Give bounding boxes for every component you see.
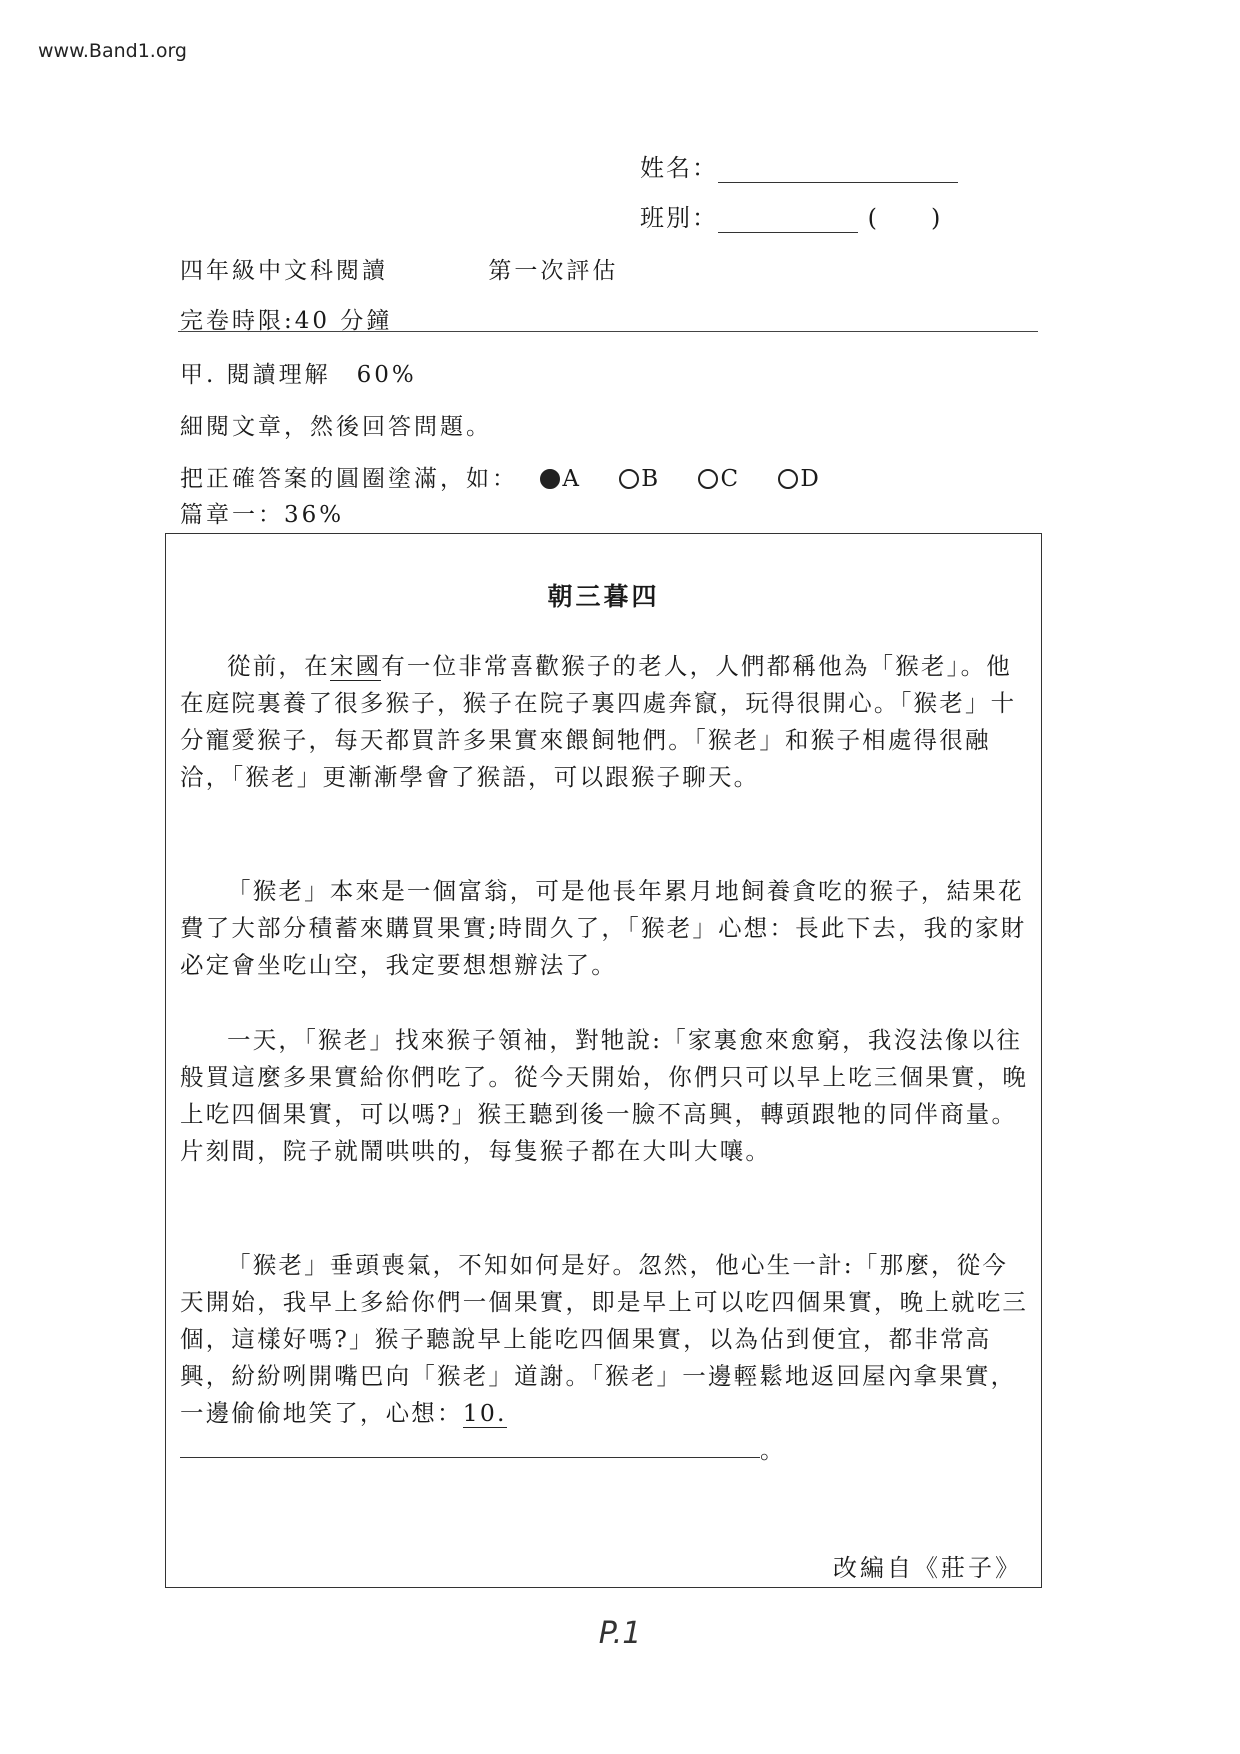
header-divider bbox=[178, 331, 1038, 332]
example-option-d: D bbox=[778, 466, 818, 492]
name-label: 姓名： bbox=[640, 154, 718, 182]
time-limit: 完卷時限:40 分鐘 bbox=[180, 308, 393, 334]
answer-instruction-text: 把正確答案的圓圈塗滿，如： bbox=[180, 466, 518, 492]
thought-label: 心想： bbox=[385, 1399, 463, 1427]
place-name: 宋國 bbox=[329, 652, 382, 680]
paragraph-1: 從前，在宋國有一位非常喜歡猴子的老人，人們都稱他為「猴老」。他在庭院裏養了很多猴子，猴子在院子裏四處奔竄，玩得很開心。「猴老」十分寵愛猴子，每天都買許多果實來餵飼牠們。「猴老」和猴子相處得很融洽，「猴老」更漸漸學會了猴語，可以跟猴子聊天。 bbox=[180, 652, 1017, 791]
class-blank-line bbox=[718, 206, 858, 233]
story-title: 朝三暮四 bbox=[547, 582, 660, 611]
example-option-a: A bbox=[540, 466, 579, 492]
empty-circle-icon bbox=[778, 469, 798, 489]
class-number-paren: ( ) bbox=[867, 204, 943, 232]
empty-circle-icon bbox=[619, 469, 639, 489]
paragraph-3: 一天，「猴老」找來猴子領袖，對牠說:「家裏愈來愈窮，我沒法像以往般買這麼多果實給你們吃了。從今天開始，你們只可以早上吃三個果實，晚上吃四個果實，可以嗎?」猴王聽到後一臉不高興，轉頭跟牠的同伴商量。片刻間，院子就鬧哄哄的，每隻猴子都在大叫大嚷。 bbox=[180, 1026, 1029, 1165]
website-url: www.Band1.org bbox=[38, 40, 187, 62]
source-attribution: 改編自《莊子》 bbox=[833, 1554, 1022, 1582]
exam-heading bbox=[180, 252, 618, 285]
example-option-b: B bbox=[619, 466, 658, 492]
paragraph-4: 「猴老」垂頭喪氣，不知如何是好。忽然，他心生一計:「那麼，從今天開始，我早上多給你們一個果實，即是早上可以吃四個果實，晚上就吃三個，這樣好嗎?」猴子聽說早上能吃四個果實，以為佔到便宜，都非常高興，紛紛咧開嘴巴向「猴老」道謝。「猴老」一邊輕鬆地返回屋內拿果實，一邊偷偷地笑了，心想：10.。 bbox=[180, 1251, 1029, 1464]
paragraph-2: 「猴老」本來是一個富翁，可是他長年累月地飼養貪吃的猴子，結果花費了大部分積蓄來購買果實;時間久了，「猴老」心想：長此下去，我的家財必定會坐吃山空，我定要想想辦法了。 bbox=[180, 877, 1027, 979]
page-number: P.1 bbox=[598, 1616, 642, 1651]
empty-circle-icon bbox=[698, 469, 718, 489]
class-label: 班別： bbox=[640, 204, 718, 232]
exam-title: 四年級中文科閱讀 bbox=[180, 258, 388, 284]
example-option-c: C bbox=[698, 466, 738, 492]
name-blank-line bbox=[718, 156, 958, 183]
section-instruction: 細閱文章，然後回答問題。 bbox=[180, 414, 492, 440]
question-number: 10. bbox=[462, 1399, 507, 1427]
assessment-label: 第一次評估 bbox=[488, 258, 619, 284]
filled-circle-icon bbox=[540, 469, 560, 489]
section-title: 甲. 閱讀理解 60% bbox=[180, 362, 417, 388]
chapter-label: 篇章一：36% bbox=[180, 502, 345, 528]
answer-blank-line bbox=[180, 1456, 760, 1458]
class-field bbox=[640, 198, 942, 233]
answer-instruction bbox=[180, 460, 849, 493]
student-name-field bbox=[640, 148, 958, 183]
